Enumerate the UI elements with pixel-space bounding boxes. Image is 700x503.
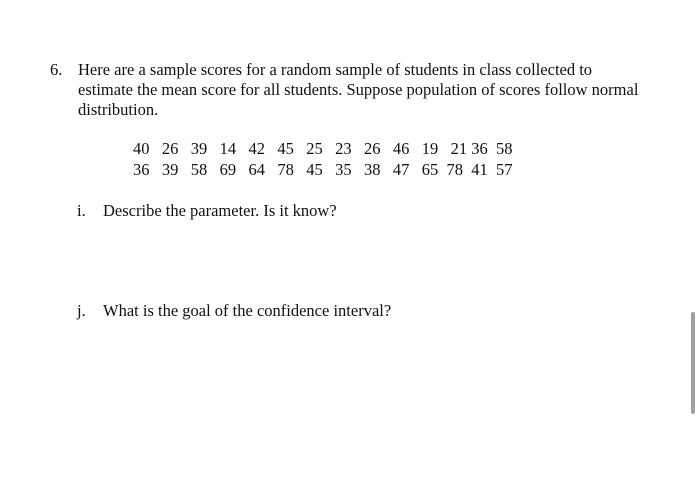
- question-line: estimate the mean score for all students. Suppose population of scores follow normal: [78, 80, 639, 99]
- subquestion-label: j.: [77, 301, 86, 320]
- question-text: [78, 60, 678, 120]
- vertical-scrollbar[interactable]: [691, 312, 695, 414]
- data-row: 36 39 58 69 64 78 45 35 38 47 65 78 41 57: [133, 160, 513, 179]
- subquestion-text: What is the goal of the confidence interval?: [103, 301, 392, 320]
- question-line: Here are a sample scores for a random sample of students in class collected to: [78, 60, 593, 79]
- question-line: distribution.: [78, 100, 159, 119]
- sample-data: [133, 138, 513, 180]
- data-row: 40 26 39 14 42 45 25 23 26 46 19 21 36 58: [133, 139, 513, 158]
- subquestion-text: Describe the parameter. Is it know?: [103, 201, 337, 220]
- subquestion-label: i.: [77, 201, 86, 220]
- question-number: 6.: [50, 60, 63, 79]
